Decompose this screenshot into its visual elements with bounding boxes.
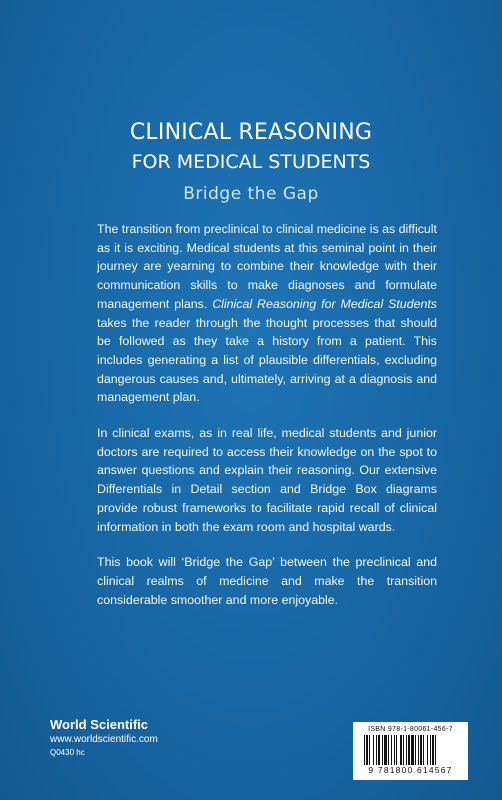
book-title-italic: Clinical Reasoning for Medical Students xyxy=(212,296,438,311)
publisher-block xyxy=(50,717,158,759)
blurb-paragraph-2: In clinical exams, as in real life, medical students and junior doctors are required to access their knowledge on the spot to answer questions and explain their reasoning. Our extensive Differentials in Detail section and Bridge Box diagrams provide robust frameworks to facilitate rapid recall of clinical information in both the exam room and hospital wards. xyxy=(97,426,437,534)
book-title-line-2: FOR MEDICAL STUDENTS xyxy=(131,151,371,173)
book-title-line-1: CLINICAL REASONING xyxy=(129,120,373,145)
blurb xyxy=(97,220,437,626)
book-subtitle: Bridge the Gap xyxy=(183,184,319,204)
blurb-paragraph-1-end: takes the reader through the thought processes that should be followed as they take a history from a patient. This includes generating a list of plausible differentials, excluding dangerous causes and, ultimately, arriving at a diagnosis and management plan. xyxy=(97,315,437,405)
blurb-paragraph-3: This book will ‘Bridge the Gap’ between the preclinical and clinical realms of medicine and make the transition considerable smoother and more enjoyable. xyxy=(97,555,437,607)
title-block xyxy=(0,118,502,204)
barcode-bars-icon xyxy=(361,735,461,765)
isbn-barcode xyxy=(353,722,468,780)
blurb-paragraph-1 xyxy=(97,220,437,407)
publisher-url: www.worldscientific.com xyxy=(50,734,158,745)
publisher-code: Q0430 hc xyxy=(50,748,85,757)
blurb-paragraph-1-start: The transition from preclinical to clinical medicine is as difficult as it is exciting. Medical students at this seminal point in their journey are yearning to combine their knowledge with their communication skills to make diagnoses and formulate management plans. xyxy=(97,222,437,311)
isbn-label: ISBN 978-1-80061-456-7 xyxy=(368,726,453,733)
barcode-digits: 9 781800 614567 xyxy=(368,765,453,775)
publisher-name: World Scientific xyxy=(50,717,148,732)
